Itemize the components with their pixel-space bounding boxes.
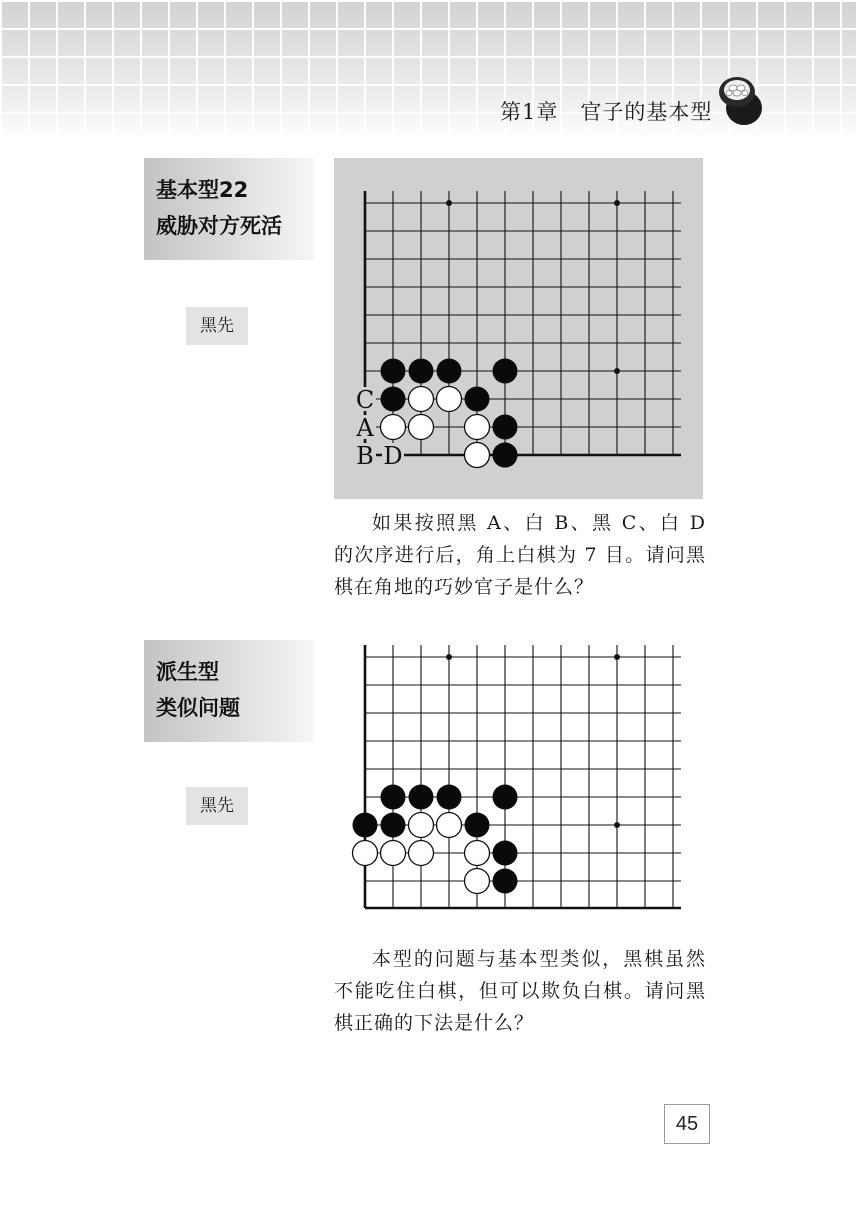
to-play-badge: 黑先 [186,307,248,345]
white-stone [465,415,490,440]
black-stone [493,841,518,866]
black-stone [465,813,490,838]
black-stone [409,359,434,384]
white-stone [381,841,406,866]
black-stone [381,813,406,838]
white-stone [409,813,434,838]
go-bowl-icon [716,72,766,128]
star-point [614,200,620,206]
point-label: B [356,442,374,470]
black-stone [381,785,406,810]
section-label-basic [144,158,314,260]
star-point [614,368,620,374]
white-stone [353,841,378,866]
go-board-basic [334,158,704,500]
go-board-derived [334,630,704,920]
black-stone [409,785,434,810]
point-label: C [355,386,375,414]
to-play-badge: 黑先 [186,787,248,825]
white-stone [409,387,434,412]
black-stone [437,785,462,810]
point-label: A [356,414,374,442]
page-number: 45 [664,1104,710,1144]
black-stone [493,785,518,810]
black-stone [493,359,518,384]
black-stone [465,387,490,412]
black-stone [381,387,406,412]
section-title: 基本型22 [156,178,249,202]
problem-text: 如果按照黑 A、白 B、黑 C、白 D 的次序进行后，角上白棋为 7 目。请问黑棋在角地的巧妙官子是什么？ [334,512,706,598]
black-stone [493,443,518,468]
white-stone [409,841,434,866]
white-stone [465,841,490,866]
white-stone [381,415,406,440]
chapter-title: 第1章 官子的基本型 [500,100,713,124]
star-point [614,822,620,828]
problem-text: 本型的问题与基本型类似，黑棋虽然不能吃住白棋，但可以欺负白棋。请问黑棋正确的下法是什么？ [334,948,706,1034]
star-point [446,654,452,660]
white-stone [437,387,462,412]
point-label: D [383,442,403,470]
white-stone [409,415,434,440]
white-stone [465,869,490,894]
section-subtitle: 威胁对方死活 [156,214,282,238]
black-stone [493,869,518,894]
black-stone [381,359,406,384]
black-stone [493,415,518,440]
black-stone [437,359,462,384]
star-point [614,654,620,660]
star-point [446,200,452,206]
black-stone [353,813,378,838]
section-title: 派生型 [156,660,219,684]
section-label-derived [144,640,314,742]
section-subtitle: 类似问题 [156,696,240,720]
white-stone [465,443,490,468]
white-stone [437,813,462,838]
